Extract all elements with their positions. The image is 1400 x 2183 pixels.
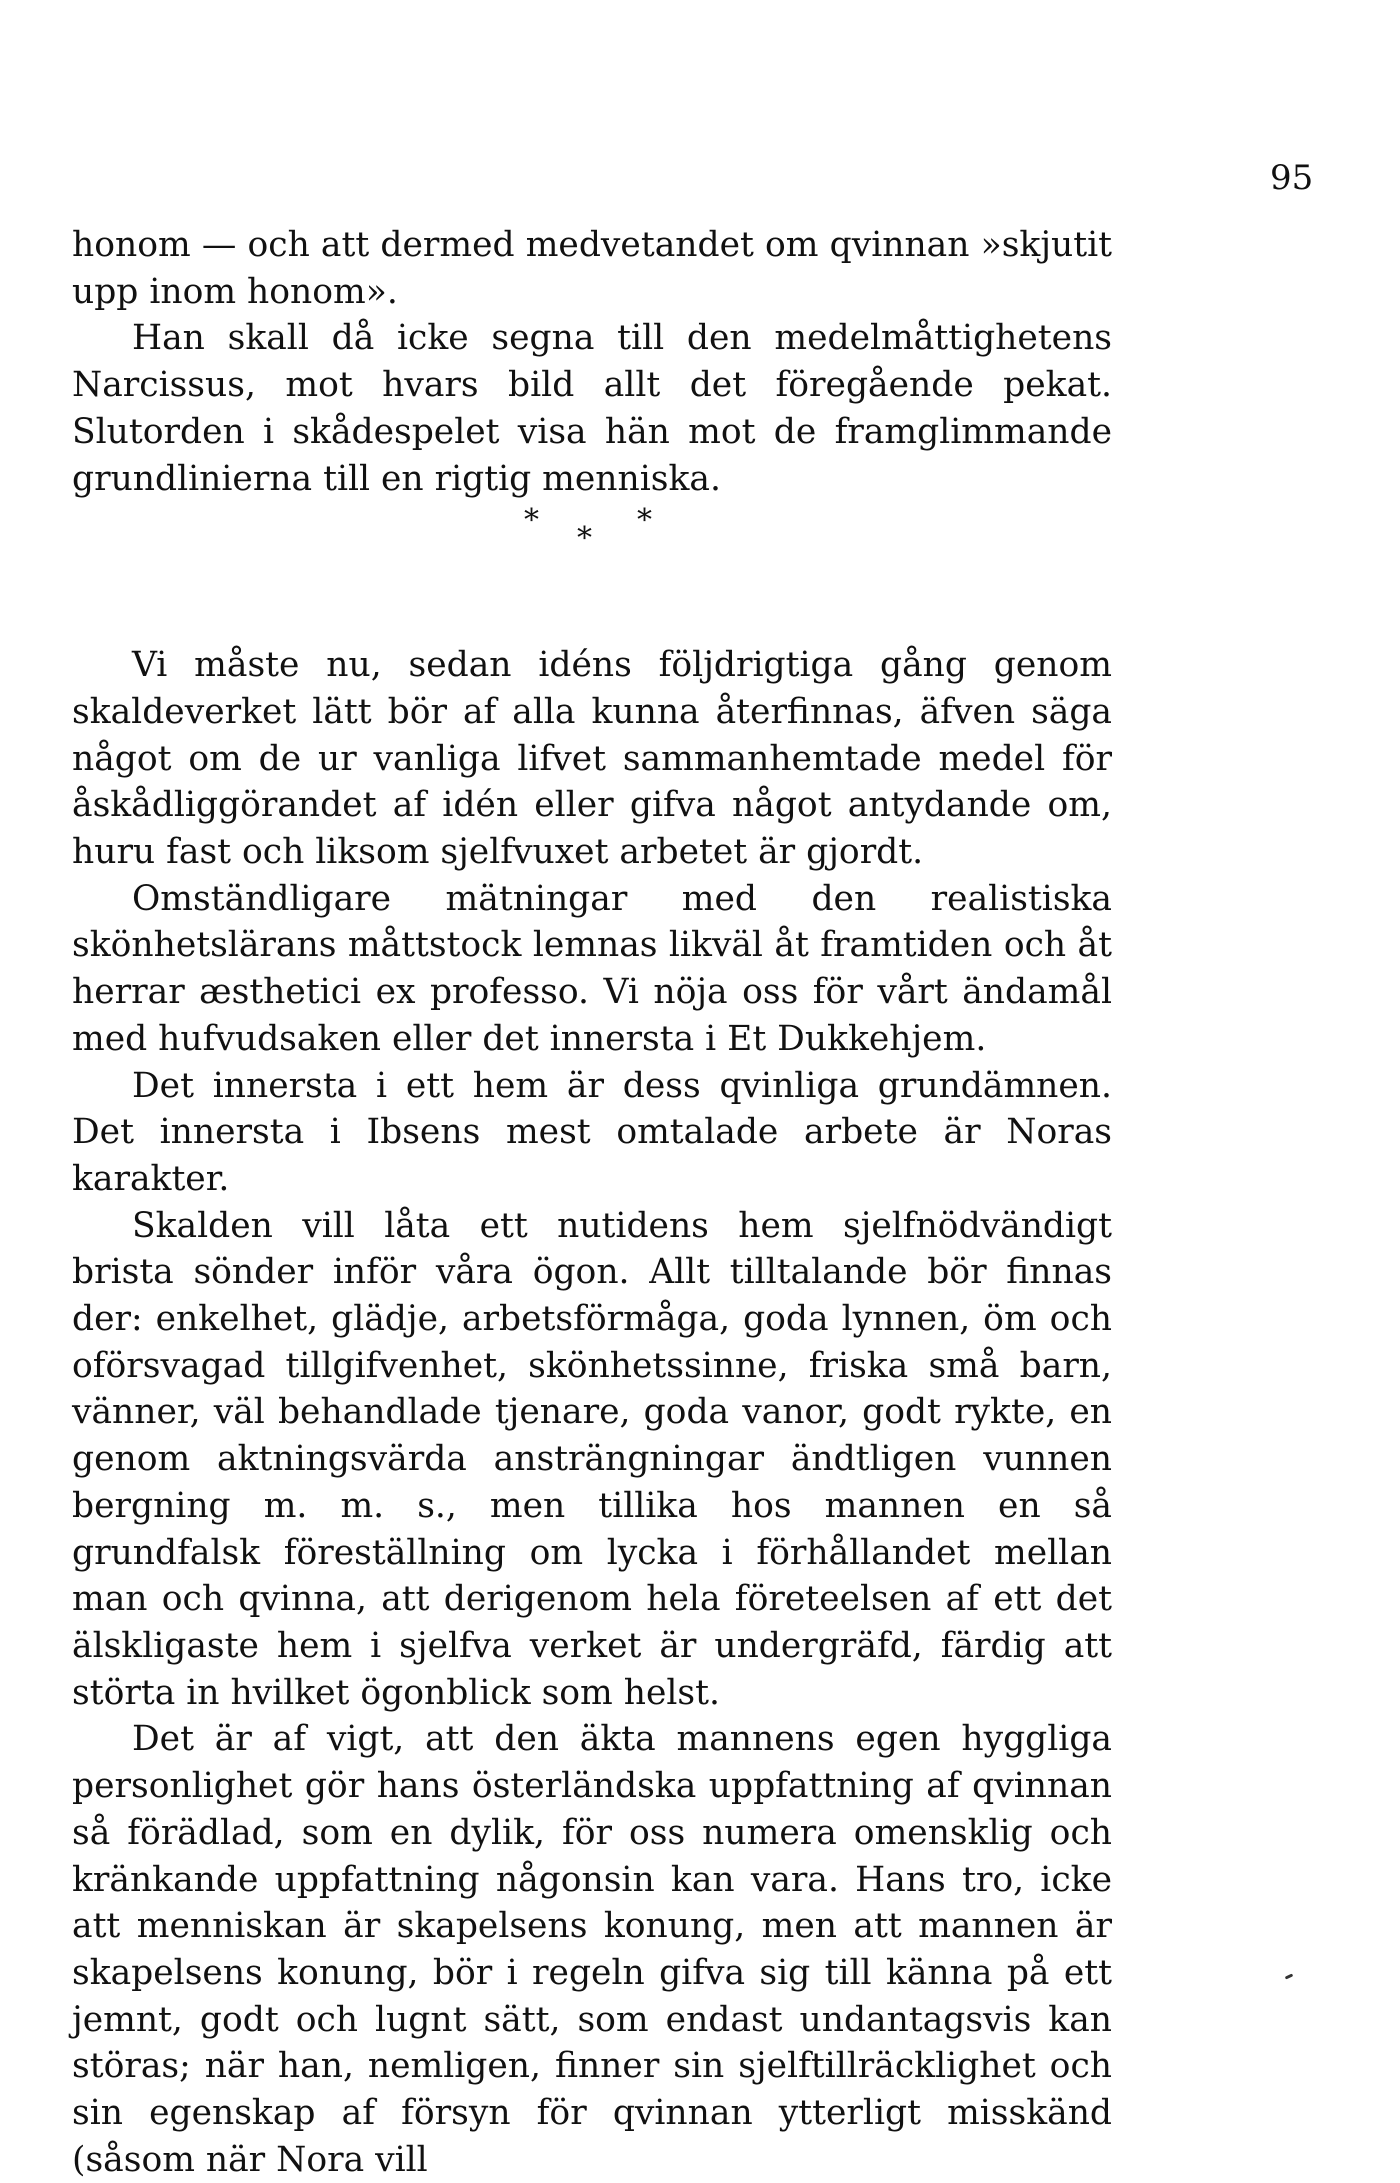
asterisk-3: * (637, 503, 652, 539)
paragraph-7: Det är af vigt, att den äkta mannens egen hyggliga personlighet gör hans österländska uppfattning af qvinnan så förädlad, som en dylik, för oss numera omensklig och kränkande uppfattning någonsin kan vara. Hans tro, icke att menniskan är skapelsens konung, men att mannen är skapelsens konung, bör i regeln gifva sig till känna på ett jemnt, godt och lugnt sätt, som endast undantagsvis kan störas; när han, nemligen, finner sin sjelftillräcklighet och sin egenskap af försyn för qvinnan ytterligt misskänd (såsom när Nora vill (72, 1719, 1112, 2180)
paragraph-3: Vi måste nu, sedan idéns följdrigtiga gång genom skaldeverket lätt bör af alla kunna återfinnas, äfven säga något om de ur vanliga lifvet sammanhemtade medel för åskådliggörandet af idén eller gifva något antydande om, huru fast och liksom sjelfvuxet arbetet är gjordt. (72, 645, 1112, 873)
text-body (72, 222, 1112, 2183)
paragraph-2: Han skall då icke segna till den medelmåttighetens Narcissus, mot hvars bild allt det föregående pekat. Slutorden i skådespelet visa hän mot de framglimmande grundlinierna till en rigtig menniska. (72, 318, 1112, 499)
asterism-divider (72, 502, 1112, 642)
paragraph-6: Skalden vill låta ett nutidens hem sjelfnödvändigt brista sönder inför våra ögon. Allt tilltalande bör finnas der: enkelhet, glädje, arbetsförmåga, goda lynnen, öm och oförsvagad tillgifvenhet, skönhetssinne, friska små barn, vänner, väl behandlade tjenare, goda vanor, godt rykte, en genom aktningsvärda ansträngningar ändtligen vunnen bergning m. m. s., men tillika hos mannen en så grundfalsk föreställning om lycka i förhållandet mellan man och qvinna, att derigenom hela företeelsen af ett det älskligaste hem i sjelfva verket är undergräfd, färdig att störta in hvilket ögonblick som helst. (72, 1205, 1112, 1713)
asterisk-1: * (524, 503, 539, 539)
asterisk-2: * (577, 521, 592, 557)
paragraph-4: Omständligare mätningar med den realistiska skönhetslärans måttstock lemnas likväl åt framtiden och åt herrar æsthetici ex professo. Vi nöja oss för vårt ändamål med hufvudsaken eller det innersta i Et Dukkehjem. (72, 878, 1112, 1059)
ink-speck (1285, 1973, 1294, 1979)
paragraph-5: Det innersta i ett hem är dess qvinliga grundämnen. Det innersta i Ibsens mest omtalade arbete är Noras karakter. (72, 1065, 1112, 1199)
paragraph-1: honom — och att dermed medvetandet om qvinnan »skjutit upp inom honom». (72, 225, 1112, 312)
page-number: 95 (1270, 158, 1314, 198)
